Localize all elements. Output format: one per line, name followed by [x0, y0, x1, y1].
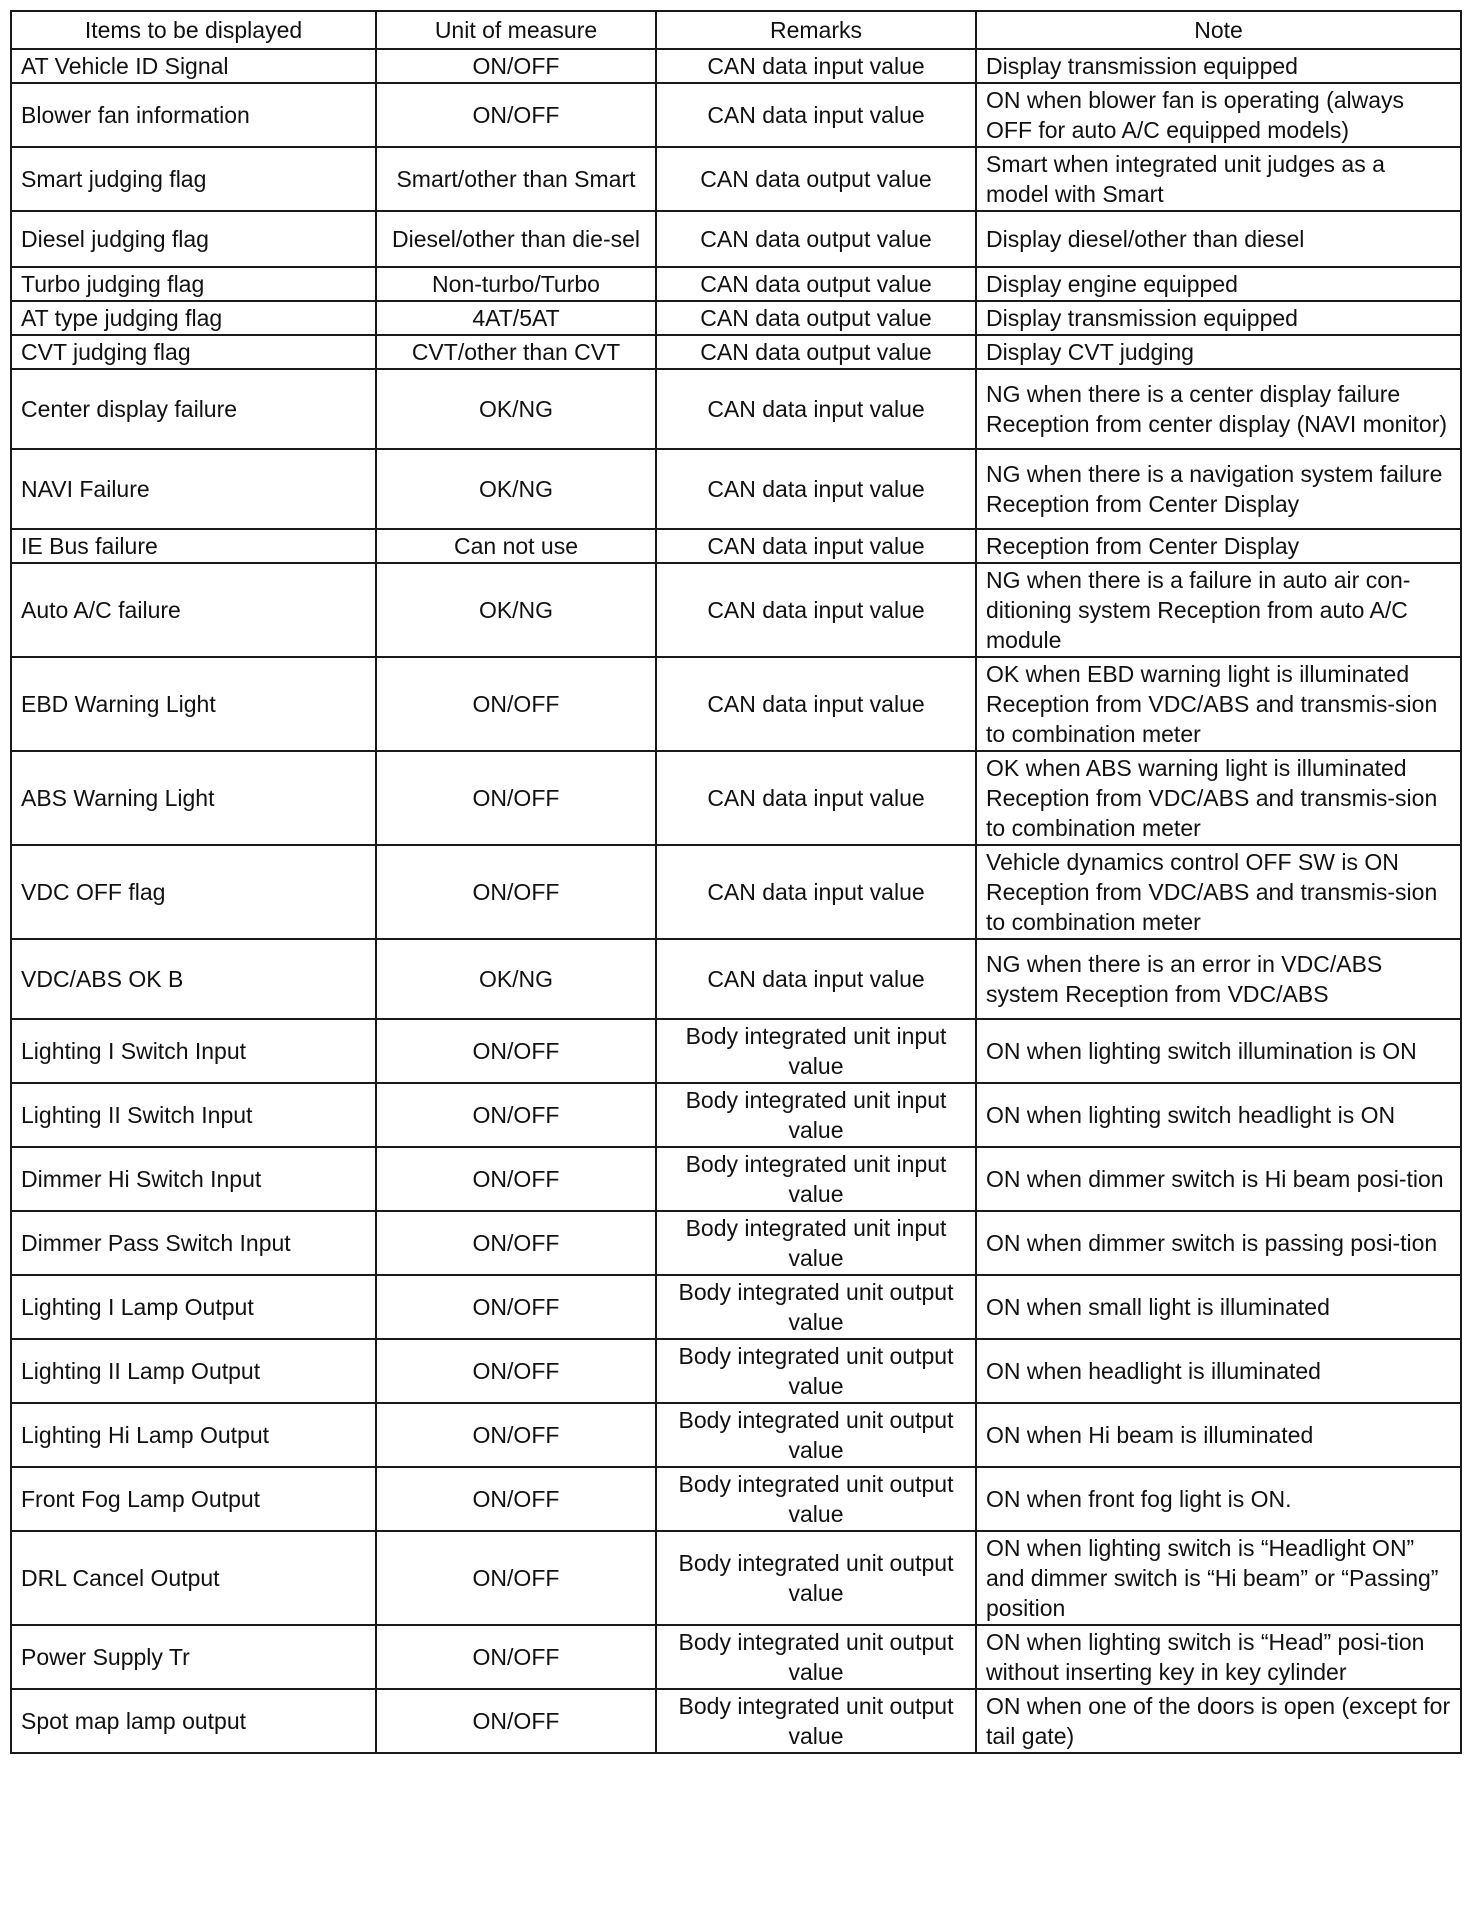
- cell-remarks: CAN data output value: [656, 301, 976, 335]
- cell-note: NG when there is a navigation system failure Reception from Center Display: [976, 449, 1461, 529]
- cell-unit: CVT/other than CVT: [376, 335, 656, 369]
- header-items: Items to be displayed: [11, 11, 376, 49]
- cell-remarks: Body integrated unit output value: [656, 1625, 976, 1689]
- table-row: [11, 1147, 1461, 1211]
- table-row: [11, 147, 1461, 211]
- cell-note: OK when ABS warning light is illuminated Reception from VDC/ABS and transmis-sion to combination meter: [976, 751, 1461, 845]
- cell-item: IE Bus failure: [11, 529, 376, 563]
- cell-note: Reception from Center Display: [976, 529, 1461, 563]
- cell-item: Auto A/C failure: [11, 563, 376, 657]
- cell-note: Display transmission equipped: [976, 301, 1461, 335]
- cell-item: Center display failure: [11, 369, 376, 449]
- cell-unit: ON/OFF: [376, 657, 656, 751]
- cell-note: ON when blower fan is operating (always OFF for auto A/C equipped models): [976, 83, 1461, 147]
- cell-note: NG when there is a center display failure Reception from center display (NAVI monitor): [976, 369, 1461, 449]
- document-page: [10, 10, 1460, 1754]
- cell-unit: ON/OFF: [376, 1147, 656, 1211]
- header-row: [11, 11, 1461, 49]
- header-remarks: Remarks: [656, 11, 976, 49]
- cell-item: Diesel judging flag: [11, 211, 376, 267]
- cell-note: ON when lighting switch headlight is ON: [976, 1083, 1461, 1147]
- cell-remarks: CAN data input value: [656, 939, 976, 1019]
- table-row: [11, 369, 1461, 449]
- cell-unit: OK/NG: [376, 563, 656, 657]
- table-row: [11, 751, 1461, 845]
- cell-unit: Non-turbo/Turbo: [376, 267, 656, 301]
- table-row: [11, 563, 1461, 657]
- cell-unit: ON/OFF: [376, 1339, 656, 1403]
- cell-unit: ON/OFF: [376, 1019, 656, 1083]
- cell-remarks: Body integrated unit input value: [656, 1147, 976, 1211]
- cell-remarks: CAN data input value: [656, 657, 976, 751]
- table-row: [11, 1689, 1461, 1753]
- cell-item: Front Fog Lamp Output: [11, 1467, 376, 1531]
- cell-remarks: CAN data output value: [656, 335, 976, 369]
- cell-unit: ON/OFF: [376, 1625, 656, 1689]
- cell-remarks: CAN data input value: [656, 49, 976, 83]
- cell-item: DRL Cancel Output: [11, 1531, 376, 1625]
- cell-item: Lighting I Switch Input: [11, 1019, 376, 1083]
- cell-remarks: Body integrated unit output value: [656, 1275, 976, 1339]
- cell-remarks: CAN data input value: [656, 751, 976, 845]
- cell-note: ON when lighting switch is “Headlight ON” and dimmer switch is “Hi beam” or “Passing” position: [976, 1531, 1461, 1625]
- cell-unit: ON/OFF: [376, 1403, 656, 1467]
- cell-note: ON when one of the doors is open (except for tail gate): [976, 1689, 1461, 1753]
- cell-note: Display diesel/other than diesel: [976, 211, 1461, 267]
- cell-unit: ON/OFF: [376, 49, 656, 83]
- header-unit: Unit of measure: [376, 11, 656, 49]
- cell-remarks: CAN data output value: [656, 267, 976, 301]
- cell-remarks: CAN data input value: [656, 449, 976, 529]
- cell-item: NAVI Failure: [11, 449, 376, 529]
- cell-unit: 4AT/5AT: [376, 301, 656, 335]
- cell-note: Smart when integrated unit judges as a model with Smart: [976, 147, 1461, 211]
- table-row: [11, 1467, 1461, 1531]
- cell-item: Blower fan information: [11, 83, 376, 147]
- cell-note: ON when small light is illuminated: [976, 1275, 1461, 1339]
- cell-remarks: Body integrated unit output value: [656, 1403, 976, 1467]
- cell-unit: ON/OFF: [376, 1531, 656, 1625]
- cell-item: VDC OFF flag: [11, 845, 376, 939]
- table-row: [11, 1211, 1461, 1275]
- header-note: Note: [976, 11, 1461, 49]
- table-row: [11, 529, 1461, 563]
- cell-remarks: CAN data input value: [656, 83, 976, 147]
- table-row: [11, 1019, 1461, 1083]
- table-row: [11, 83, 1461, 147]
- cell-item: Power Supply Tr: [11, 1625, 376, 1689]
- cell-note: Display transmission equipped: [976, 49, 1461, 83]
- cell-item: ABS Warning Light: [11, 751, 376, 845]
- cell-unit: ON/OFF: [376, 751, 656, 845]
- table-row: [11, 939, 1461, 1019]
- table-body: [11, 49, 1461, 1753]
- cell-item: AT Vehicle ID Signal: [11, 49, 376, 83]
- cell-unit: ON/OFF: [376, 83, 656, 147]
- cell-item: Smart judging flag: [11, 147, 376, 211]
- cell-note: Vehicle dynamics control OFF SW is ON Reception from VDC/ABS and transmis-sion to combination meter: [976, 845, 1461, 939]
- table-row: [11, 335, 1461, 369]
- table-row: [11, 1275, 1461, 1339]
- cell-remarks: CAN data output value: [656, 147, 976, 211]
- cell-unit: Diesel/other than die-sel: [376, 211, 656, 267]
- table-row: [11, 301, 1461, 335]
- table-header: [11, 11, 1461, 49]
- cell-item: EBD Warning Light: [11, 657, 376, 751]
- cell-note: ON when lighting switch illumination is ON: [976, 1019, 1461, 1083]
- cell-item: Lighting II Lamp Output: [11, 1339, 376, 1403]
- cell-unit: ON/OFF: [376, 1689, 656, 1753]
- table-row: [11, 845, 1461, 939]
- cell-note: ON when lighting switch is “Head” posi-tion without inserting key in key cylinder: [976, 1625, 1461, 1689]
- cell-note: NG when there is an error in VDC/ABS system Reception from VDC/ABS: [976, 939, 1461, 1019]
- cell-item: Spot map lamp output: [11, 1689, 376, 1753]
- cell-item: Dimmer Pass Switch Input: [11, 1211, 376, 1275]
- table-row: [11, 49, 1461, 83]
- cell-item: Dimmer Hi Switch Input: [11, 1147, 376, 1211]
- cell-note: ON when Hi beam is illuminated: [976, 1403, 1461, 1467]
- table-row: [11, 211, 1461, 267]
- cell-remarks: CAN data input value: [656, 563, 976, 657]
- table-row: [11, 449, 1461, 529]
- cell-remarks: Body integrated unit input value: [656, 1211, 976, 1275]
- cell-unit: OK/NG: [376, 369, 656, 449]
- display-items-table: [10, 10, 1462, 1754]
- cell-unit: ON/OFF: [376, 1211, 656, 1275]
- cell-unit: ON/OFF: [376, 1275, 656, 1339]
- table-row: [11, 1083, 1461, 1147]
- cell-remarks: Body integrated unit output value: [656, 1689, 976, 1753]
- cell-note: ON when headlight is illuminated: [976, 1339, 1461, 1403]
- cell-note: ON when front fog light is ON.: [976, 1467, 1461, 1531]
- cell-unit: Can not use: [376, 529, 656, 563]
- cell-unit: ON/OFF: [376, 1467, 656, 1531]
- cell-item: Lighting I Lamp Output: [11, 1275, 376, 1339]
- cell-item: Turbo judging flag: [11, 267, 376, 301]
- cell-remarks: CAN data input value: [656, 529, 976, 563]
- cell-remarks: CAN data output value: [656, 211, 976, 267]
- table-row: [11, 1531, 1461, 1625]
- table-row: [11, 1625, 1461, 1689]
- cell-note: OK when EBD warning light is illuminated Reception from VDC/ABS and transmis-sion to combination meter: [976, 657, 1461, 751]
- cell-remarks: Body integrated unit output value: [656, 1339, 976, 1403]
- cell-unit: ON/OFF: [376, 1083, 656, 1147]
- table-row: [11, 657, 1461, 751]
- cell-note: Display engine equipped: [976, 267, 1461, 301]
- cell-item: AT type judging flag: [11, 301, 376, 335]
- cell-note: ON when dimmer switch is passing posi-tion: [976, 1211, 1461, 1275]
- table-row: [11, 1339, 1461, 1403]
- cell-remarks: Body integrated unit input value: [656, 1019, 976, 1083]
- table-row: [11, 1403, 1461, 1467]
- cell-note: Display CVT judging: [976, 335, 1461, 369]
- cell-remarks: CAN data input value: [656, 369, 976, 449]
- cell-remarks: CAN data input value: [656, 845, 976, 939]
- cell-item: VDC/ABS OK B: [11, 939, 376, 1019]
- cell-item: Lighting Hi Lamp Output: [11, 1403, 376, 1467]
- table-row: [11, 267, 1461, 301]
- cell-remarks: Body integrated unit input value: [656, 1083, 976, 1147]
- cell-unit: OK/NG: [376, 449, 656, 529]
- cell-item: Lighting II Switch Input: [11, 1083, 376, 1147]
- cell-remarks: Body integrated unit output value: [656, 1467, 976, 1531]
- cell-unit: Smart/other than Smart: [376, 147, 656, 211]
- cell-unit: ON/OFF: [376, 845, 656, 939]
- cell-note: NG when there is a failure in auto air con-ditioning system Reception from auto A/C module: [976, 563, 1461, 657]
- cell-unit: OK/NG: [376, 939, 656, 1019]
- cell-note: ON when dimmer switch is Hi beam posi-tion: [976, 1147, 1461, 1211]
- cell-remarks: Body integrated unit output value: [656, 1531, 976, 1625]
- cell-item: CVT judging flag: [11, 335, 376, 369]
